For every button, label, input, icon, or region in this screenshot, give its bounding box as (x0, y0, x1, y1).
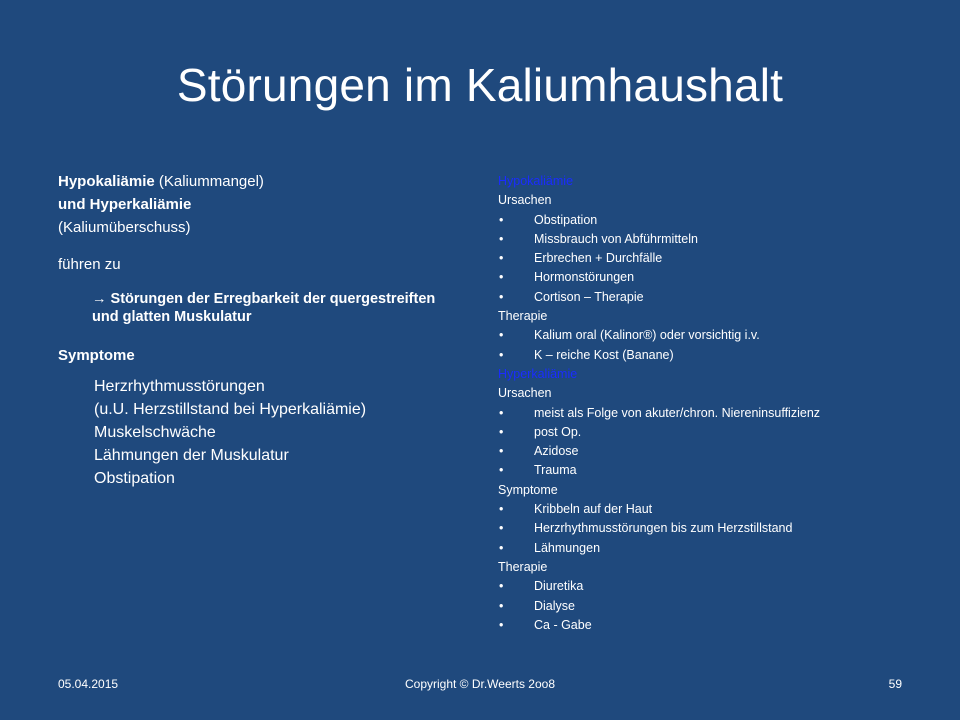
symptome-list (94, 375, 458, 490)
bullet-icon: • (499, 347, 504, 362)
list-item: • Obstipation (498, 211, 938, 230)
therapie-label: Therapie (498, 309, 548, 324)
hypokaliaemie-heading: Hypokaliämie (498, 174, 574, 188)
bullet-icon: • (499, 598, 504, 613)
symptom-item: Lähmungen der Muskulatur (94, 447, 289, 464)
symptom-item: Muskelschwäche (94, 424, 216, 441)
bullet-icon: • (499, 251, 504, 266)
footer-date: 05.04.2015 (58, 677, 119, 691)
erregbarkeit-text: Störungen der Erregbarkeit der quergestreiften und glatten Muskulatur (92, 291, 436, 325)
list-item: • Lähmungen (498, 539, 938, 558)
list-item: • Herzrhythmusstörungen bis zum Herzstillstand (498, 519, 938, 538)
footer-copyright: Copyright © Dr.Weerts 2oo8 (404, 677, 556, 691)
list-item: • post Op. (498, 423, 938, 442)
list-item: • Ca - Gabe (498, 616, 938, 635)
bullet-icon: • (499, 540, 504, 555)
symptom-item: Obstipation (94, 470, 175, 487)
fuehren-zu-text: führen zu (58, 256, 121, 273)
hypokaliaemie-line (58, 170, 458, 193)
list-item: • K – reiche Kost (Banane) (498, 346, 938, 365)
bullet-icon: • (499, 502, 504, 517)
symptom-item: (u.U. Herzstillstand bei Hyperkaliämie) (94, 401, 367, 418)
bullet-icon: • (499, 405, 504, 420)
page-number: 59 (888, 677, 902, 691)
list-item: • Diuretika (498, 577, 938, 596)
bullet-icon: • (499, 328, 504, 343)
list-item: • Hormonstörungen (498, 268, 938, 287)
ursachen-label: Ursachen (498, 386, 552, 401)
bullet-icon: • (499, 270, 504, 285)
symptome-label: Symptome (498, 482, 558, 497)
list-item: • Missbrauch von Abführmitteln (498, 230, 938, 249)
hyperkaliaemie-line: und Hyperkaliämie (58, 196, 192, 213)
list-item: • Cortison – Therapie (498, 288, 938, 307)
erregbarkeit-block (92, 290, 458, 326)
bullet-icon: • (499, 617, 504, 632)
kaliumueberschuss-text: (Kaliumüberschuss) (58, 219, 191, 236)
bullet-icon: • (499, 212, 504, 227)
right-column (498, 172, 938, 635)
list-item: • Kalium oral (Kalinor®) oder vorsichtig i.v. (498, 326, 938, 345)
left-column (58, 170, 458, 490)
kaliummangel-text: (Kaliummangel) (154, 173, 264, 190)
therapie-label: Therapie (498, 559, 548, 574)
list-item: • meist als Folge von akuter/chron. Niereninsuffizienz (498, 404, 938, 423)
bullet-icon: • (499, 579, 504, 594)
bullet-icon: • (499, 521, 504, 536)
ursachen-label: Ursachen (498, 193, 552, 208)
arrow-right-icon: → (92, 291, 107, 307)
list-item: • Kribbeln auf der Haut (498, 500, 938, 519)
bullet-icon: • (499, 463, 504, 478)
bullet-icon: • (499, 424, 504, 439)
symptom-item: Herzrhythmusstörungen (94, 378, 265, 395)
slide-title: Störungen im Kaliumhaushalt (176, 59, 784, 111)
list-item: • Erbrechen + Durchfälle (498, 249, 938, 268)
hyperkaliaemie-heading: Hyperkaliämie (498, 366, 578, 381)
list-item: • Dialyse (498, 597, 938, 616)
symptome-heading: Symptome (58, 347, 135, 364)
list-item: • Azidose (498, 442, 938, 461)
bullet-icon: • (499, 289, 504, 304)
bullet-icon: • (499, 231, 504, 246)
bullet-icon: • (499, 444, 504, 459)
list-item: • Trauma (498, 461, 938, 480)
hypokaliaemie-term: Hypokaliämie (58, 173, 155, 190)
